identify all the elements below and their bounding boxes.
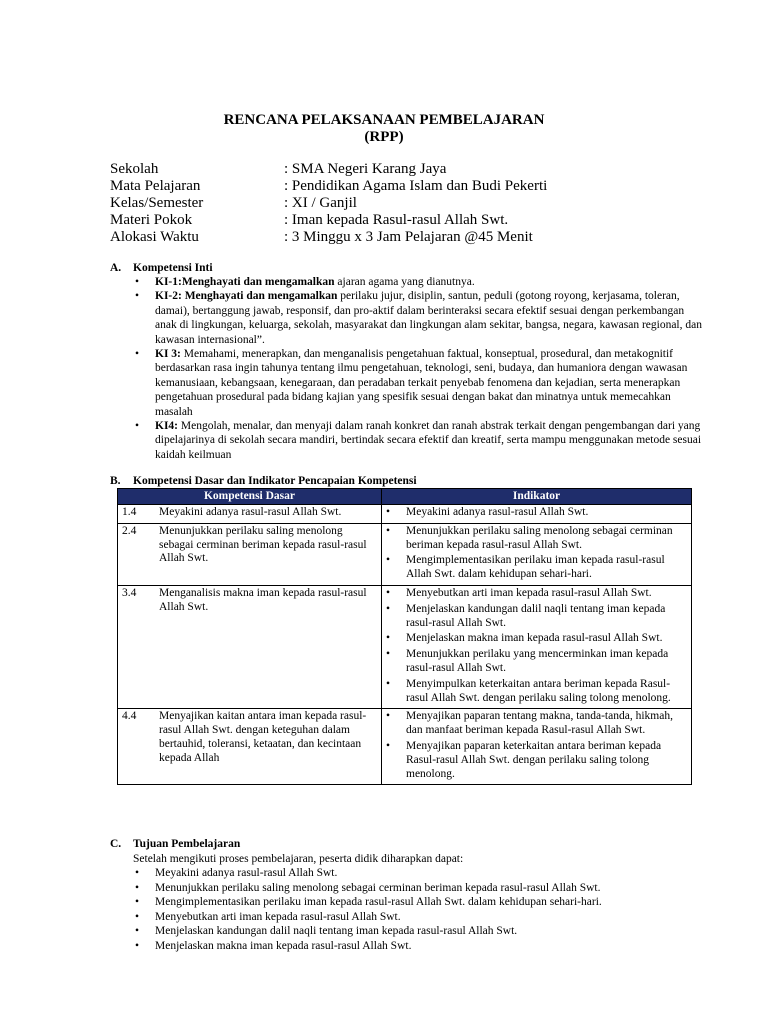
document-subtitle: (RPP) bbox=[364, 129, 404, 145]
indicator-text: Menjelaskan makna iman kepada rasul-rasul Allah Swt. bbox=[406, 632, 663, 645]
bullet-icon: • bbox=[386, 602, 391, 615]
identity-value: : Pendidikan Agama Islam dan Budi Pekerti bbox=[284, 178, 548, 194]
list-item bbox=[133, 289, 703, 347]
item-lead: KI4: bbox=[155, 420, 178, 433]
indicator-cell bbox=[382, 505, 692, 524]
identity-row-subject bbox=[110, 178, 547, 195]
indicator-text: Menjelaskan kandungan dalil naqli tentang iman kepada rasul-rasul Allah Swt. bbox=[406, 602, 666, 629]
bullet-icon: • bbox=[386, 710, 391, 723]
indicator-item bbox=[386, 554, 687, 582]
item-text: Menunjukkan perilaku saling menolong sebagai cerminan beriman kepada rasul-rasul Allah Swt. bbox=[155, 881, 601, 894]
indicator-item bbox=[386, 740, 687, 781]
indicator-item bbox=[386, 678, 687, 706]
indicator-item bbox=[386, 506, 687, 520]
bullet-icon: • bbox=[135, 925, 140, 937]
kd-cell bbox=[118, 709, 382, 785]
item-text: Menjelaskan kandungan dalil naqli tentang iman kepada rasul-rasul Allah Swt. bbox=[155, 925, 518, 937]
section-letter: C. bbox=[110, 838, 122, 850]
indicator-cell bbox=[382, 709, 692, 785]
identity-value: : Iman kepada Rasul-rasul Allah Swt. bbox=[284, 212, 509, 228]
objectives-intro: Setelah mengikuti proses pembelajaran, peserta didik diharapkan dapat: bbox=[133, 853, 464, 865]
item-text: perilaku jujur, disiplin, santun, peduli (gotong royong, kerjasama, toleran, damai), bertanggung jawab, responsif, dan pro-aktif dalam berinteraksi secara efektif sesuai dengan perkembangan anak di lingkungan, keluarga, sekolah, masyarakat dan lingkungan alam sekitar, bangsa, negara, kawasan regional, dan kawasan internasional”. bbox=[155, 290, 702, 346]
section-letter: A. bbox=[110, 262, 122, 274]
kd-cell bbox=[118, 505, 382, 524]
identity-row-school bbox=[110, 161, 547, 178]
list-item bbox=[133, 924, 733, 939]
identity-value: : XI / Ganjil bbox=[284, 195, 357, 211]
list-item bbox=[133, 347, 703, 419]
list-item bbox=[133, 895, 733, 910]
list-item bbox=[133, 910, 733, 925]
indicator-text: Menunjukkan perilaku saling menolong sebagai cerminan beriman kepada rasul-rasul Allah Swt. bbox=[406, 524, 673, 551]
bullet-icon: • bbox=[386, 586, 391, 599]
bullet-icon: • bbox=[386, 677, 391, 690]
section-title: Kompetensi Inti bbox=[133, 262, 213, 274]
table-row bbox=[118, 505, 692, 524]
identity-row-time bbox=[110, 229, 547, 246]
indicator-item bbox=[386, 587, 687, 601]
bullet-icon: • bbox=[135, 939, 140, 952]
objectives-list bbox=[133, 866, 733, 953]
kd-number: 2.4 bbox=[122, 524, 137, 537]
identity-value: : 3 Minggu x 3 Jam Pelajaran @45 Menit bbox=[284, 229, 533, 245]
indicator-text: Menyimpulkan keterkaitan antara beriman kepada Rasul-rasul Allah Swt. dengan perilaku saling tolong menolong. bbox=[406, 677, 671, 704]
item-text: Menjelaskan makna iman kepada rasul-rasul Allah Swt. bbox=[155, 939, 412, 952]
column-header-indicator: Indikator bbox=[382, 489, 692, 505]
bullet-icon: • bbox=[386, 506, 391, 518]
identity-row-class bbox=[110, 195, 547, 212]
indicator-item bbox=[386, 525, 687, 553]
item-text: Menyebutkan arti iman kepada rasul-rasul Allah Swt. bbox=[155, 910, 401, 923]
kd-text: Menyajikan kaitan antara iman kepada rasul-rasul Allah Swt. dengan keteguhan dalam bertauhid, toleransi, ketaatan, dan kecintaan kepada Allah bbox=[159, 710, 367, 764]
indicator-item bbox=[386, 632, 687, 646]
bullet-icon: • bbox=[135, 881, 140, 894]
indicator-cell bbox=[382, 523, 692, 585]
indicator-text: Meyakini adanya rasul-rasul Allah Swt. bbox=[406, 506, 589, 518]
bullet-icon: • bbox=[386, 554, 391, 567]
identity-label: Materi Pokok bbox=[110, 212, 193, 228]
list-item bbox=[133, 275, 703, 289]
list-item bbox=[133, 939, 733, 954]
bullet-icon: • bbox=[135, 348, 140, 361]
identity-label: Kelas/Semester bbox=[110, 195, 204, 211]
kompetensi-inti-list bbox=[133, 275, 703, 462]
kd-cell bbox=[118, 523, 382, 585]
bullet-icon: • bbox=[386, 739, 391, 752]
table-row bbox=[118, 585, 692, 708]
bullet-icon: • bbox=[386, 524, 391, 537]
kd-number: 1.4 bbox=[122, 506, 137, 518]
indicator-item bbox=[386, 603, 687, 631]
indicator-item bbox=[386, 648, 687, 676]
identity-row-topic bbox=[110, 212, 547, 229]
item-text: ajaran agama yang dianutnya. bbox=[334, 276, 475, 288]
kd-number: 4.4 bbox=[122, 710, 137, 723]
indicator-text: Menyebutkan arti iman kepada rasul-rasul Allah Swt. bbox=[406, 586, 652, 599]
section-letter: B. bbox=[110, 475, 121, 487]
indicator-text: Mengimplementasikan perilaku iman kepada rasul-rasul Allah Swt. dalam kehidupan sehari-hari. bbox=[406, 554, 665, 581]
indicator-text: Menyajikan paparan keterkaitan antara beriman kepada Rasul-rasul Allah Swt. dengan perilaku saling tolong menolong. bbox=[406, 739, 662, 780]
list-item bbox=[133, 881, 733, 896]
section-b-heading bbox=[110, 474, 417, 488]
bullet-icon: • bbox=[386, 648, 391, 661]
section-title: Kompetensi Dasar dan Indikator Pencapaian Kompetensi bbox=[133, 475, 417, 487]
bullet-icon: • bbox=[135, 910, 140, 923]
item-text: Mengolah, menalar, dan menyaji dalam ranah konkret dan ranah abstrak terkait dengan pengembangan dari yang dipelajarinya di sekolah secara mandiri, bertindak secara efektif dan kreatif, serta mampu menggunakan metode sesuai kaidah keilmuan bbox=[155, 420, 702, 461]
identity-label: Alokasi Waktu bbox=[110, 229, 199, 245]
section-a-heading bbox=[110, 261, 213, 275]
column-header-kd: Kompetensi Dasar bbox=[118, 489, 382, 505]
bullet-icon: • bbox=[135, 896, 140, 908]
kd-text: Menunjukkan perilaku saling menolong sebagai cerminan beriman kepada rasul-rasul Allah Swt. bbox=[159, 524, 367, 565]
indicator-text: Menunjukkan perilaku yang mencerminkan iman kepada rasul-rasul Allah Swt. bbox=[406, 648, 669, 674]
kd-text: Meyakini adanya rasul-rasul Allah Swt. bbox=[159, 506, 342, 518]
list-item bbox=[133, 419, 703, 462]
document-title: RENCANA PELAKSANAAN PEMBELAJARAN bbox=[223, 112, 545, 128]
item-lead: KI 3: bbox=[155, 348, 181, 361]
kd-cell bbox=[118, 585, 382, 708]
bullet-icon: • bbox=[386, 632, 391, 645]
section-c-heading bbox=[110, 837, 240, 851]
identity-label: Sekolah bbox=[110, 161, 159, 177]
identity-label: Mata Pelajaran bbox=[110, 178, 201, 194]
bullet-icon: • bbox=[135, 276, 140, 288]
identity-value: : SMA Negeri Karang Jaya bbox=[284, 161, 447, 177]
item-lead: KI-2: Menghayati dan mengamalkan bbox=[155, 290, 338, 303]
indicator-item bbox=[386, 710, 687, 738]
item-text: Memahami, menerapkan, dan menganalisis pengetahuan faktual, konseptual, prosedural, dan metakognitif berdasarkan rasa ingin tahunya tentang ilmu pengetahuan, teknologi, seni, budaya, dan humaniora dengan wawasan kemanusiaan, kebangsaan, kenegaraan, dan peradaban terkait penyebab fenomena dan kejadian, serta menerapkan pengetahuan prosedural pada bidang kajian yang spesifik sesuai dengan bakat dan minatnya untuk memecahkan masalah bbox=[155, 348, 688, 418]
bullet-icon: • bbox=[135, 290, 140, 303]
kd-number: 3.4 bbox=[122, 586, 137, 599]
kd-text: Menganalisis makna iman kepada rasul-rasul Allah Swt. bbox=[159, 586, 367, 613]
table-row bbox=[118, 709, 692, 785]
item-text: Mengimplementasikan perilaku iman kepada rasul-rasul Allah Swt. dalam kehidupan sehari-hari. bbox=[155, 896, 602, 908]
item-lead: KI-1:Menghayati dan mengamalkan bbox=[155, 276, 335, 288]
bullet-icon: • bbox=[135, 867, 140, 879]
list-item bbox=[133, 866, 733, 881]
indicator-cell bbox=[382, 585, 692, 708]
kd-indicator-table bbox=[117, 488, 692, 785]
table-header-row bbox=[118, 489, 692, 505]
section-title: Tujuan Pembelajaran bbox=[133, 838, 241, 850]
item-text: Meyakini adanya rasul-rasul Allah Swt. bbox=[155, 867, 338, 879]
table-row bbox=[118, 523, 692, 585]
identity-block bbox=[110, 161, 547, 246]
bullet-icon: • bbox=[135, 420, 140, 433]
indicator-text: Menyajikan paparan tentang makna, tanda-tanda, hikmah, dan manfaat beriman kepada Rasul-rasul Allah Swt. bbox=[406, 710, 673, 737]
